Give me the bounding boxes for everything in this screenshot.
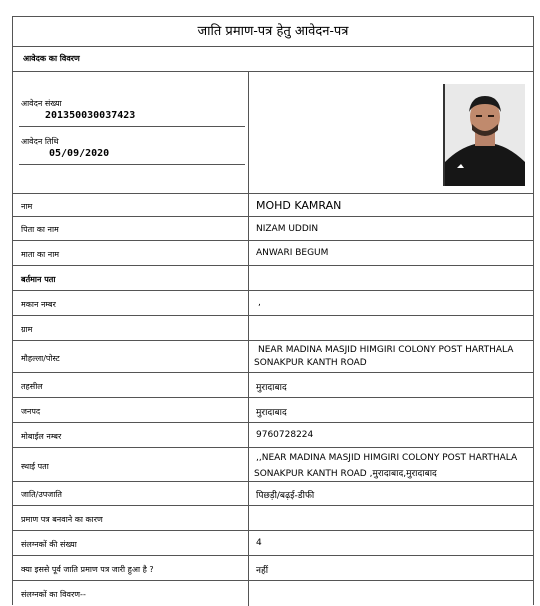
form-title: जाति प्रमाण-पत्र हेतु आवेदन-पत्र [197, 24, 349, 39]
row-mobile [13, 423, 533, 448]
mother-label: माता का नाम [21, 250, 60, 259]
permanent-address-label: स्थाई पता [21, 462, 49, 471]
caste-value: पिछड़ी/बढ़ई-डीफी [256, 491, 315, 501]
tehsil-value: मुरादाबाद [256, 383, 287, 393]
application-date-label: आवेदन तिथि [21, 137, 59, 146]
row-attachments-count [13, 531, 533, 556]
issued-before-value: नहीं [256, 566, 269, 576]
row-reason [13, 506, 533, 531]
name-value: MOHD KAMRAN [256, 199, 342, 212]
underline [19, 164, 245, 165]
underline [19, 126, 245, 127]
section-header [13, 47, 533, 72]
row-mother [13, 241, 533, 266]
row-father [13, 217, 533, 241]
row-village [13, 316, 533, 341]
row-name [13, 194, 533, 217]
locality-value-line1: NEAR MADINA MASJID HIMGIRI COLONY POST HARTHALA [258, 345, 514, 355]
locality-value-line2: SONAKPUR KANTH ROAD [254, 358, 367, 368]
section-applicant-label: आवेदक का विवरण [23, 54, 80, 63]
application-info-row [13, 72, 533, 194]
permanent-address-line2: SONAKPUR KANTH ROAD ,मुरादाबाद,मुरादाबाद [254, 469, 437, 479]
attachments-count-label: संलग्नकों की संख्या [21, 540, 77, 549]
title-row [13, 17, 533, 47]
caste-label: जाति/उपजाति [21, 490, 62, 499]
district-label: जनपद [21, 407, 41, 416]
attachments-detail-label: संलग्नकों का विवरण-- [21, 590, 86, 599]
row-district [13, 398, 533, 423]
district-value: मुरादाबाद [256, 408, 287, 418]
application-number-label: आवेदन संख्या [21, 99, 62, 108]
row-permanent-address [13, 448, 533, 482]
father-value: NIZAM UDDIN [256, 224, 319, 234]
applicant-photo [443, 84, 527, 186]
tehsil-label: तहसील [21, 382, 43, 391]
mobile-label: मोबाईल नम्बर [21, 432, 62, 441]
row-caste [13, 482, 533, 506]
application-meta [13, 72, 249, 193]
row-attachments-detail [13, 581, 533, 606]
locality-label: मौहल्ला/पोस्ट [21, 354, 60, 363]
permanent-address-line1: ,,NEAR MADINA MASJID HIMGIRI COLONY POST HARTHALA [256, 453, 518, 463]
father-label: पिता का नाम [21, 225, 59, 234]
application-form [12, 16, 534, 605]
row-locality [13, 341, 533, 373]
reason-label: प्रमाण पत्र बनवाने का कारण [21, 515, 103, 524]
row-house-no [13, 291, 533, 316]
mother-value: ANWARI BEGUM [256, 248, 329, 258]
attachments-count-value: 4 [256, 538, 262, 548]
row-issued-before [13, 556, 533, 581]
village-label: ग्राम [21, 325, 33, 334]
current-address-label: बर्तमान पता [21, 275, 56, 284]
row-current-address [13, 266, 533, 291]
application-number: 201350030037423 [45, 110, 136, 121]
mobile-value: 9760728224 [256, 430, 314, 440]
application-date: 05/09/2020 [49, 148, 110, 159]
house-no-label: मकान नम्बर [21, 300, 56, 309]
row-tehsil [13, 373, 533, 398]
issued-before-label: क्या इससे पूर्व जाति प्रमाण पत्र जारी हुआ है ? [21, 565, 154, 574]
house-no-value: , [258, 298, 261, 308]
name-label: नाम [21, 202, 33, 211]
